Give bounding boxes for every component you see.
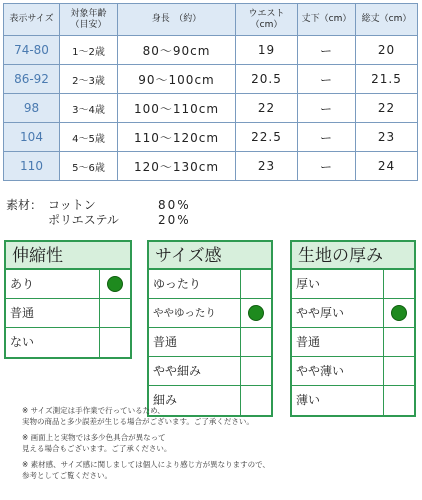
cell-age: 3〜4歳	[60, 94, 118, 123]
cell-age: 4〜5歳	[60, 123, 118, 152]
option-label: あり	[6, 270, 100, 298]
cell-waist: 22	[236, 94, 298, 123]
cell-size: 86-92	[4, 65, 60, 94]
material-label: 素材：	[6, 198, 43, 212]
option-label: 厚い	[292, 270, 384, 298]
cell-inseam: ー	[298, 65, 356, 94]
size-feel-option	[149, 328, 271, 357]
option-mark	[384, 299, 414, 327]
cell-size: 98	[4, 94, 60, 123]
option-mark	[100, 299, 130, 327]
thickness-option	[292, 299, 414, 328]
cell-inseam: ー	[298, 152, 356, 181]
selected-dot-icon	[248, 305, 264, 321]
col-header-inseam: 丈下（cm）	[298, 4, 356, 36]
cell-inseam: ー	[298, 123, 356, 152]
cell-waist: 20.5	[236, 65, 298, 94]
cell-waist: 22.5	[236, 123, 298, 152]
cell-waist: 23	[236, 152, 298, 181]
size-feel-option	[149, 270, 271, 299]
note-text: ※ 素材感、サイズ感に関しましては個人により感じ方が異なりますので、 参考としてご覧ください。	[22, 460, 270, 480]
cell-size: 104	[4, 123, 60, 152]
option-label: 細み	[149, 386, 241, 415]
material-row	[6, 198, 191, 213]
option-label: やや厚い	[292, 299, 384, 327]
cell-height: 80〜90cm	[118, 36, 236, 65]
thickness-title: 生地の厚み	[292, 242, 414, 270]
col-header-age: 対象年齢 （目安）	[60, 4, 118, 36]
stretch-box	[4, 240, 132, 359]
option-label: 薄い	[292, 386, 384, 415]
material-section	[6, 198, 191, 228]
col-header-height: 身長 （約）	[118, 4, 236, 36]
cell-height: 90〜100cm	[118, 65, 236, 94]
size-feel-box	[147, 240, 273, 417]
note-text: ※ 画面上と実物では多少色具合が異なって 見える場合もございます。ご了承ください。	[22, 433, 172, 453]
material-percent: 80%	[158, 198, 191, 212]
cell-inseam: ー	[298, 36, 356, 65]
selected-dot-icon	[391, 305, 407, 321]
table-row	[4, 36, 418, 65]
thickness-option	[292, 328, 414, 357]
option-label: 普通	[6, 299, 100, 327]
table-row	[4, 94, 418, 123]
note-text: ※ サイズ測定は手作業で行っているため、 実物の商品と多少誤差が生じる場合がございます。ご了承ください。	[22, 406, 254, 426]
table-row	[4, 152, 418, 181]
thickness-box	[290, 240, 416, 417]
cell-length: 22	[356, 94, 418, 123]
option-mark	[384, 328, 414, 356]
cell-waist: 19	[236, 36, 298, 65]
cell-height: 110〜120cm	[118, 123, 236, 152]
cell-height: 120〜130cm	[118, 152, 236, 181]
stretch-option	[6, 328, 130, 357]
option-label: ややゆったり	[149, 299, 241, 327]
cell-length: 21.5	[356, 65, 418, 94]
cell-height: 100〜110cm	[118, 94, 236, 123]
col-header-size: 表示サイズ	[4, 4, 60, 36]
material-percent: 20%	[158, 213, 191, 227]
size-table-header-row	[4, 4, 418, 36]
size-feel-title: サイズ感	[149, 242, 271, 270]
cell-length: 23	[356, 123, 418, 152]
option-mark	[241, 270, 271, 298]
option-mark	[100, 270, 130, 298]
option-label: やや細み	[149, 357, 241, 385]
selected-dot-icon	[107, 276, 123, 292]
col-header-length: 総丈（cm）	[356, 4, 418, 36]
stretch-title: 伸縮性	[6, 242, 130, 270]
thickness-option	[292, 270, 414, 299]
option-label: やや薄い	[292, 357, 384, 385]
size-table	[3, 3, 418, 181]
option-label: 普通	[149, 328, 241, 356]
cell-length: 20	[356, 36, 418, 65]
option-label: ない	[6, 328, 100, 357]
table-row	[4, 123, 418, 152]
cell-age: 5〜6歳	[60, 152, 118, 181]
cell-size: 74-80	[4, 36, 60, 65]
thickness-option	[292, 357, 414, 386]
cell-size: 110	[4, 152, 60, 181]
cell-length: 24	[356, 152, 418, 181]
cell-age: 2〜3歳	[60, 65, 118, 94]
notes-section	[22, 406, 417, 487]
col-header-waist: ウエスト （cm）	[236, 4, 298, 36]
table-row	[4, 65, 418, 94]
option-mark	[384, 270, 414, 298]
cell-inseam: ー	[298, 94, 356, 123]
option-mark	[241, 357, 271, 385]
size-feel-option	[149, 357, 271, 386]
option-label: ゆったり	[149, 270, 241, 298]
size-feel-option	[149, 299, 271, 328]
material-name: コットン	[48, 198, 96, 212]
material-row	[6, 213, 191, 228]
cell-age: 1〜2歳	[60, 36, 118, 65]
material-name: ポリエステル	[48, 213, 119, 227]
option-label: 普通	[292, 328, 384, 356]
option-mark	[100, 328, 130, 357]
option-mark	[384, 357, 414, 385]
option-mark	[241, 328, 271, 356]
stretch-option	[6, 270, 130, 299]
stretch-option	[6, 299, 130, 328]
option-mark	[241, 299, 271, 327]
